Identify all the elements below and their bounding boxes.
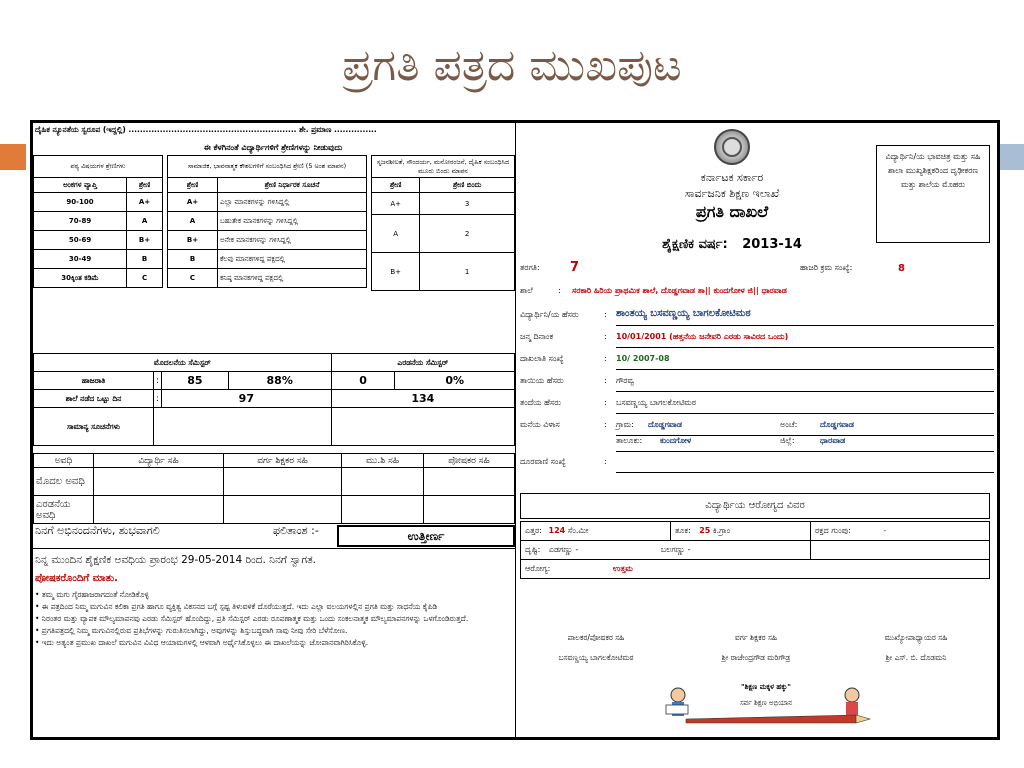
cell: A+ [127, 193, 163, 212]
cell: 1 [420, 253, 515, 291]
cell: B [168, 250, 218, 269]
health-title: ವಿದ್ಯಾರ್ಥಿಯ ಆರೋಗ್ಯದ ವಿವರ [520, 493, 990, 519]
post-value: ದೊಡ್ಡಗವಾಡ [820, 420, 854, 429]
col-teacher-sign: ವರ್ಗ ಶಿಕ್ಷಕರ ಸಹಿ [224, 454, 342, 468]
congrats-text: ನಿನಗೆ ಅಭಿನಂದನೆಗಳು, ಶುಭವಾಗಲಿ [35, 524, 160, 537]
cell: B+ [372, 253, 420, 291]
attendance-label: ಹಾಜರಾತಿ [34, 372, 154, 390]
right-eye-value: - [687, 545, 691, 554]
life-skills-grade-table [167, 155, 367, 288]
co-scholastic-header: ಸೃಜನಶೀಲತೆ, ಸೌಂದರ್ಯ, ಮನೋರಂಜನೆ, ದೈಹಿಕ ಸಂಬಂಧಿಸಿದ ಮೂರು ಬಿಂದು ಮಾಪನ [372, 156, 515, 178]
health-table [520, 521, 990, 579]
first-semester-header: ಮೊದಲನೆಯ ಸೆಮಿಸ್ಟರ್ [34, 354, 332, 372]
col-grade: ಶ್ರೇಣಿ [372, 178, 420, 193]
col-range: ಅಂಕಗಳ ವ್ಯಾಪ್ತಿ [34, 178, 127, 193]
weight-value: 25 [699, 526, 711, 535]
cell: ಕನಿಷ್ಠ ಮಾನಕಗಳಿದ್ದ ಪಕ್ಷದಲ್ಲಿ [218, 269, 367, 288]
cell: ಅನೇಕ ಮಾನಕಗಳನ್ನು ಗಳಿಸಿದ್ದಲ್ಲಿ [218, 231, 367, 250]
dob-value: 10/01/2001 (ಹತ್ತನೆಯ ಜನೇವರಿ ಎರಡು ಸಾವಿರದ ಒಂದು) [616, 332, 789, 341]
village-value: ದೊಡ್ಡಗವಾಡ [648, 420, 682, 429]
sem1-remarks [154, 408, 332, 446]
school-row: ಶಾಲೆ : ಸರಕಾರಿ ಹಿರಿಯ ಪ್ರಾಥಮಿಕ ಶಾಲೆ, ದೊಡ್ಡಗವಾಡ ತಾ|| ಕುಂದಗೋಳ ಜಿ|| ಧಾರವಾಡ [520, 286, 787, 295]
sem2-working-days: 134 [331, 390, 514, 408]
health-status-value: ಉತ್ತಮ [612, 564, 633, 573]
parent-sign-label: ಪಾಲಕರ/ಪೋಷಕರ ಸಹಿ [567, 633, 625, 642]
sem1-working-days: 97 [162, 390, 332, 408]
col-period: ಅವಧಿ [34, 454, 94, 468]
blood-value: - [883, 526, 887, 535]
cell: B+ [127, 231, 163, 250]
right-page [515, 123, 997, 737]
admission-value: 10/ 2007-08 [616, 354, 670, 363]
department-name: ಸಾರ್ವಜನಿಕ ಶಿಕ್ಷಣ ಇಲಾಖೆ [684, 187, 780, 200]
ssa-mascot-icon [656, 675, 876, 731]
note-item: • ನಿರಂತರ ಮತ್ತು ವ್ಯಾಪಕ ಮೌಲ್ಯಮಾಪನವು ಎರಡು ಸೆಮಿಸ್ಟರ್ ಹೊಂದಿದ್ದು, ಪ್ರತಿ ಸೆಮಿಸ್ಟರ್ ಎರಡು ರೂಪಣಾತ್ಮಕ ಮತ್ತು ಒಂದು ಸಂಕಲನಾತ್ಮಕ ಮೌಲ್ಯಮಾಪನಗಳನ್ನು ಒಳಗೊಂಡಿರುತ್ತದೆ. [35, 614, 469, 623]
semester-attendance-table: ಮೊದಲನೆಯ ಸೆಮಿಸ್ಟರ್ ಎರಡನೆಯ ಸೆಮಿಸ್ಟರ್ ಹಾಜರಾತಿ : 85 88% 0 0% ಶಾಲೆ ನಡೆದ ಒಟ್ಟು ದಿನ : 97 134 ಸಾಮಾನ್ಯ ಸೂಚನೆಗಳು [33, 353, 515, 446]
vision-cell: ದೃಷ್ಟಿ: ಎಡಗಣ್ಣು - ಬಲಗಣ್ಣು - [521, 541, 811, 560]
disability-line: ದೈಹಿಕ ನ್ಯೂನತೆಯ ಸ್ವರೂಪ (ಇದ್ದಲ್ಲಿ) ........................................................... ಶೇ. ಪ್ರಮಾಣ ............... [35, 125, 377, 134]
roll-value: 8 [898, 263, 905, 274]
government-name: ಕರ್ನಾಟಕ ಸರ್ಕಾರ [700, 171, 764, 184]
card-title: ಪ್ರಗತಿ ದಾಖಲೆ [695, 202, 769, 221]
address-row: ಮನೆಯ ವಿಳಾಸ : ಗ್ರಾಮ: ದೊಡ್ಡಗವಾಡ ಅಂಚೆ: ದೊಡ್ಡಗವಾಡ [520, 420, 994, 436]
admission-row: ದಾಖಲಾತಿ ಸಂಖ್ಯೆ : 10/ 2007-08 [520, 354, 994, 370]
parents-note-heading: ಪೋಷಕರೊಂದಿಗೆ ಮಾತು. [35, 573, 118, 584]
note-item: • ಈ ಪತ್ರದಿಂದ ನಿಮ್ಮ ಮಗುವಿನ ಕಲಿಕಾ ಪ್ರಗತಿ ಹಾಗೂ ವ್ಯಕ್ತಿತ್ವ ವಿಕಸನದ ಬಗ್ಗೆ ಸ್ಪಷ್ಟ ತಿಳುವಳಿಕೆ ದೊರೆಯುತ್ತದೆ. ಇದು ಎಲ್ಲಾ ವಲಯಗಳಲ್ಲಿನ ಪ್ರಗತಿ ಮತ್ತು ಸಾಧನೆಯ ಕೈಪಿಡಿ [35, 602, 438, 611]
class-row: ತರಗತಿ: 7 ಹಾಜರಿ ಕ್ರಮ ಸಂಖ್ಯೆ: 8 [520, 260, 905, 275]
col-grade: ಶ್ರೇಣಿ [168, 178, 218, 193]
cell: ಎಲ್ಲಾ ಮಾನಕಗಳನ್ನು ಗಳಿಸಿದ್ದಲ್ಲಿ [218, 193, 367, 212]
father-row: ತಂದೆಯ ಹೆಸರು : ಬಸವಣ್ಣಯ್ಯ ಬಾಗಲಕೋಟಿಮಠ [520, 398, 994, 414]
cell: ಕೆಲವು ಮಾನಕಗಳಿದ್ದ ಪಕ್ಷದಲ್ಲಿ [218, 250, 367, 269]
cell: C [168, 269, 218, 288]
sem1-percent: 88% [228, 372, 331, 390]
phone-row: ದೂರವಾಣಿ ಸಂಖ್ಯೆ : [520, 457, 994, 473]
sem1-attendance: 85 [162, 372, 229, 390]
school-value: ಸರಕಾರಿ ಹಿರಿಯ ಪ್ರಾಥಮಿಕ ಶಾಲೆ, ದೊಡ್ಡಗವಾಡ ತಾ|| ಕುಂದಗೋಳ ಜಿ|| ಧಾರವಾಡ [572, 286, 787, 295]
dob-row: ಜನ್ಮ ದಿನಾಂಕ : 10/01/2001 (ಹತ್ತನೆಯ ಜನೇವರಿ ಎರಡು ಸಾವಿರದ ಒಂದು) [520, 332, 994, 348]
ssa-banner: ಸರ್ವ ಶಿಕ್ಷಣ ಅಭಿಯಾನ [739, 699, 793, 707]
cell: 90-100 [34, 193, 127, 212]
cell: A [127, 212, 163, 231]
height-cell: ಎತ್ತರ: 124 ಸೆಂ.ಮೀ [521, 522, 671, 541]
parents-notes [35, 589, 513, 649]
co-scholastic-grade-table [371, 155, 515, 291]
cell: ಬಹುತೇಕ ಮಾನಕಗಳನ್ನು ಗಳಿಸಿದ್ದಲ್ಲಿ [218, 212, 367, 231]
mother-value: ಗೌರವ್ವ [616, 376, 635, 385]
sem2-remarks [331, 408, 514, 446]
slide-title: ಪ್ರಗತಿ ಪತ್ರದ ಮುಖಪುಟ [342, 40, 682, 91]
note-item: • ತಮ್ಮ ಮಗು ಗೈರಹಾಜರಾಗದಂತೆ ನೋಡಿಕೊಳ್ಳಿ [35, 590, 149, 599]
karnataka-emblem-icon [714, 129, 750, 165]
class-value: 7 [570, 260, 580, 275]
next-year-line: ನಿನ್ನ ಮುಂದಿನ ಶೈಕ್ಷಣಿಕ ಅವಧಿಯ ಪ್ರಾರಂಭ 29-05-2014 ರಿಂದ. ನಿನಗೆ ಸ್ವಾಗತ. [35, 554, 317, 566]
cell: 70-89 [34, 212, 127, 231]
district-value: ಧಾರವಾಡ [820, 436, 846, 445]
weight-cell: ತೂಕ: 25 ಕಿ.ಗ್ರಾಂ [671, 522, 811, 541]
cell: 30-49 [34, 250, 127, 269]
cell: C [127, 269, 163, 288]
accent-square-left [0, 144, 26, 170]
period-signature-table [33, 453, 515, 524]
health-status-cell: ಆರೋಗ್ಯ: ಉತ್ತಮ [521, 560, 990, 579]
col-student-sign: ವಿದ್ಯಾರ್ಥಿ ಸಹಿ [94, 454, 224, 468]
period-1-label: ಮೊದಲ ಅವಧಿ [34, 468, 94, 496]
scholastic-grade-table [33, 155, 163, 288]
father-value: ಬಸವಣ್ಣಯ್ಯ ಬಾಗಲಕೋಟಿಮಠ [616, 398, 697, 407]
photo-box: ವಿದ್ಯಾರ್ಥಿನಿ/ಯ ಭಾವಚಿತ್ರ ಮತ್ತು ಸಹಿ ಶಾಲಾ ಮುಖ್ಯಶಿಕ್ಷಕರಿಂದ ದೃಢೀಕರಣ ಮತ್ತು ಶಾಲೆಯ ಮೊಹರು [876, 145, 990, 243]
note-item: • ಇದು ಅತ್ಯಂತ ಪ್ರಮುಖ ದಾಖಲೆ ಮಗುವಿನ ವಿವಿಧ ಆಯಾಮಗಳಲ್ಲಿ ಆಳವಾಗಿ ಅರ್ಥೈಸಿಕೊಳ್ಳಲು ಈ ದಾಖಲೆಯನ್ನು ಜೋಪಾನವಾಗಿರಿಸಿಕೊಳ್ಳಿ. [35, 638, 369, 647]
col-grade: ಶ್ರೇಣಿ [127, 178, 163, 193]
taluk-row: ತಾಲೂಕು: ಕುಂದಗೋಳ ಜಿಲ್ಲೆ: ಧಾರವಾಡ [520, 436, 994, 452]
cell: B+ [168, 231, 218, 250]
cell: 3 [420, 193, 515, 215]
year-value: 2013-14 [742, 237, 802, 252]
left-eye-value: - [575, 545, 579, 554]
grade-heading: ಈ ಕೆಳಗಿನಂತೆ ವಿದ್ಯಾರ್ಥಿಗಳಿಗೆ ಶ್ರೇಣಿಗಳನ್ನು ನೀಡುವುದು [203, 143, 343, 152]
col-head-sign: ಮು.ಶಿ ಸಹಿ [342, 454, 424, 468]
cell: 50-69 [34, 231, 127, 250]
teacher-sign-label: ವರ್ಗ ಶಿಕ್ಷಕರ ಸಹಿ [734, 633, 778, 642]
accent-square-right [998, 144, 1024, 170]
progress-card-sheet [30, 120, 1000, 740]
ssa-slogan: "ಶಿಕ್ಷಣ ಮಕ್ಕಳ ಹಕ್ಕು" [741, 683, 791, 691]
cell: A [372, 215, 420, 253]
height-value: 124 [548, 526, 566, 535]
cell: B [127, 250, 163, 269]
taluk-value: ಕುಂದಗೋಳ [660, 436, 692, 445]
general-remarks-label: ಸಾಮಾನ್ಯ ಸೂಚನೆಗಳು [34, 408, 154, 446]
result-label: ಫಲಿತಾಂಶ :- [273, 524, 319, 537]
student-name-row: ವಿದ್ಯಾರ್ಥಿನಿ/ಯ ಹೆಸರು : ಶಾಂತಯ್ಯ ಬಸವಣ್ಣಯ್ಯ ಬಾಗಲಕೋಟಿಮಠ [520, 310, 994, 326]
blood-cell: ರಕ್ತದ ಗುಂಪು: - [811, 522, 990, 541]
teacher-name: ಶ್ರೀ ರಾಜೇಂದ್ರಗೌಡ ಮರಿಗೌಡ್ರ [721, 653, 791, 662]
academic-year [616, 237, 848, 252]
second-semester-header: ಎರಡನೆಯ ಸೆಮಿಸ್ಟರ್ [331, 354, 514, 372]
note-item: • ಪ್ರಗತಿಪತ್ರದಲ್ಲಿ ನಿಮ್ಮ ಮಗುವಿನಲ್ಲಿರುವ ಪ್ರತಿಭೆಗಳನ್ನು ಗುರುತಿಸಲಾಗಿದ್ದು, ಅವುಗಳನ್ನು ಶಿಸ್ತುಬದ್ಧವಾಗಿ ಸಾವು ನೀವು ಸೇರಿ ಬೆಳೆಸೋಣ. [35, 626, 348, 635]
cell: 2 [420, 215, 515, 253]
sem2-percent: 0% [395, 372, 515, 390]
result-value: ಉತ್ತೀರ್ಣ [337, 525, 515, 547]
col-points: ಶ್ರೇಣಿ ಬಿಂದು [420, 178, 515, 193]
period-2-label: ಎರಡನೆಯ ಅವಧಿ [34, 496, 94, 524]
left-page [33, 123, 515, 737]
cell: A+ [372, 193, 420, 215]
mother-row: ತಾಯಿಯ ಹೆಸರು : ಗೌರವ್ವ [520, 376, 994, 392]
roll-label: ಹಾಜರಿ ಕ್ರಮ ಸಂಖ್ಯೆ: [800, 263, 853, 272]
scholastic-header: ಪಠ್ಯ ವಿಷಯಗಳ ಶ್ರೇಣಿಗಳು [34, 156, 163, 178]
head-name: ಶ್ರೀ ಎಸ್. ಬಿ. ದೊಡಮನಿ [885, 653, 947, 662]
col-indicator: ಶ್ರೇಣಿ ನಿರ್ಧಾರಕ ಸೂಚನೆ [218, 178, 367, 193]
parent-name: ಬಸವಣ್ಣಯ್ಯ ಬಾಗಲಕೋಟಿಮಠ [558, 653, 634, 662]
life-skills-header: ಸಾಮಾಜಿಕ, ಭಾವನಾತ್ಮಕ ಕೌಶಲಗಳಿಗೆ ಸಂಬಂಧಿಸಿದ ಶ್ರೇಣಿ (5 ಅಂಶ ಮಾಪನ) [168, 156, 367, 178]
cell: 30ಕ್ಕಿಂತ ಕಡಿಮೆ [34, 269, 127, 288]
student-name-value: ಶಾಂತಯ್ಯ ಬಸವಣ್ಣಯ್ಯ ಬಾಗಲಕೋಟಿಮಠ [616, 308, 751, 319]
cell: A+ [168, 193, 218, 212]
sem2-attendance: 0 [331, 372, 395, 390]
col-parent-sign: ಪೋಷಕರ ಸಹಿ [424, 454, 515, 468]
year-label: ಶೈಕ್ಷಣಿಕ ವರ್ಷ: [662, 237, 728, 252]
head-sign-label: ಮುಖ್ಯೋಪಾಧ್ಯಾಯರ ಸಹಿ [884, 633, 948, 642]
cell: A [168, 212, 218, 231]
working-days-label: ಶಾಲೆ ನಡೆದ ಒಟ್ಟು ದಿನ [34, 390, 154, 408]
